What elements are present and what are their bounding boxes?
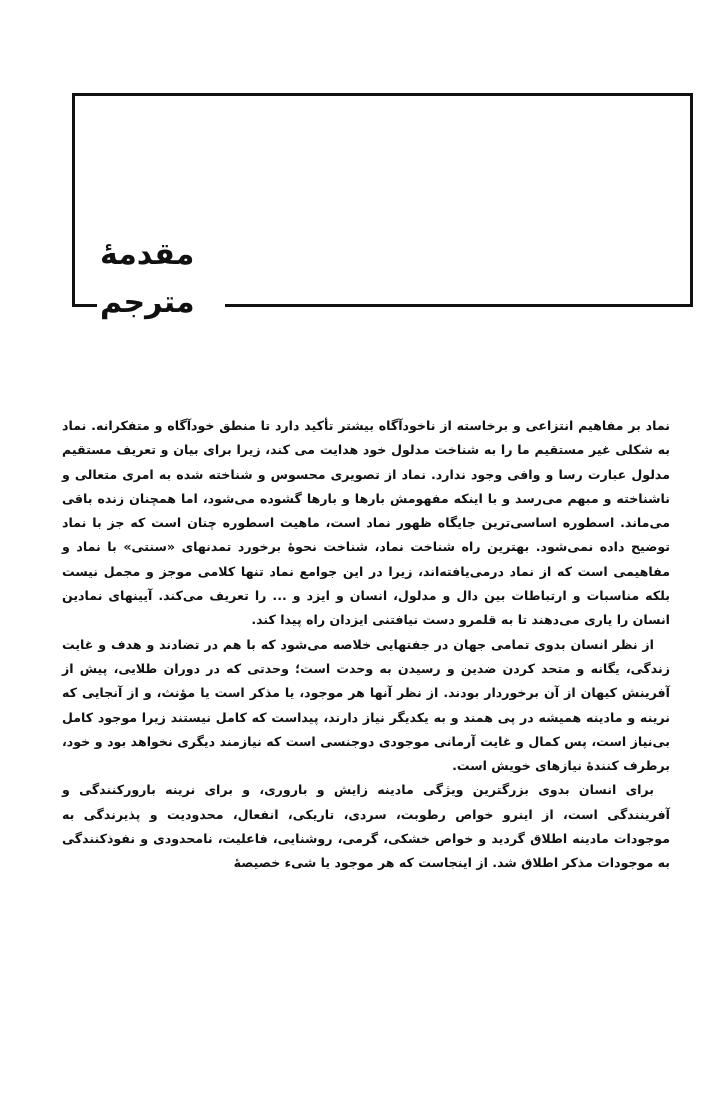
frame-bottom-rule-right xyxy=(225,304,693,307)
frame-bottom-rule-left xyxy=(72,304,97,307)
paragraph-1: نماد بر مفاهیم انتزاعی و برخاسته از ناخودآگاه بیشتر تأکید دارد تا منطق خودآگاه و متفکرانه. نماد به شکلی غیر مستقیم ما را به شناخت مدلول خود هدایت می کند، زیرا برای بیان و تعریف مستقیم مدلول عبارت رسا و وافی وجود ندارد. نماد از تصویری محسوس و شناخته شده به امری متعالی و ناشناخته و مبهم می‌رسد و با اینکه مفهومش بارها و بارها گشوده می‌شود، اما همچنان زنده باقی می‌ماند. اسطوره اساسی‌ترین جایگاه ظهور نماد است، ماهیت اسطوره چنان است که جز با نماد توضیح داده نمی‌شود. بهترین راه شناخت نماد، شناخت نحوهٔ برخورد تمدنهای «سنتی» با نماد و مفاهیمی است که از نماد درمی‌یافته‌اند، زیرا در این جوامع نماد تنها کلامی موجز و مجمل نیست بلکه مناسبات و ارتباطات بین دال و مدلول، انسان و ایزد و ... را تعریف می‌کند. آیینهای نمادین انسان را یاری می‌دهند تا به قلمرو دست نیافتنی ایزدان راه پیدا کند. xyxy=(62,418,670,628)
chapter-title-line-1: مقدمهٔ xyxy=(100,237,195,272)
body-text xyxy=(62,414,670,876)
chapter-title-frame xyxy=(72,93,693,307)
paragraph-3: برای انسان بدوی بزرگترین ویژگی مادینه زایش و باروری، و برای نرینه بارورکنندگی و آفرینندگی است، از اینرو خواص رطوبت، سردی، تاریکی، انفعال، محدودیت و پذیرندگی به موجودات مادینه اطلاق گردید و خواص خشکی، گرمی، روشنایی، فاعلیت، نامحدودی و نفوذکنندگی به موجودات مذکر اطلاق شد. از اینجاست که هر موجود یا شیء خصیصهٔ xyxy=(62,782,670,871)
paragraph-2: از نظر انسان بدوی تمامی جهان در جفتهایی خلاصه می‌شود که با هم در تضادند و هدف و غایت زندگی، یگانه و متحد کردن ضدین و رسیدن به وحدت است؛ وحدتی که در دوران طلایی، پیش از آفرینش کیهان از آن برخوردار بودند. از نظر آنها هر موجود، یا مذکر است یا مؤنث، و از آنجایی که نرینه و مادینه همیشه در پی همند و به یکدیگر نیاز دارند، پیداست که کامل نیستند زیرا موجود کامل بی‌نیاز است، پس کمال و غایت آرمانی موجودی دوجنسی است که نیازمند دیگری نخواهد بود و خود، برطرف کنندهٔ نیازهای خویش است. xyxy=(62,636,670,774)
chapter-title-line-2: مترجم xyxy=(100,285,195,320)
